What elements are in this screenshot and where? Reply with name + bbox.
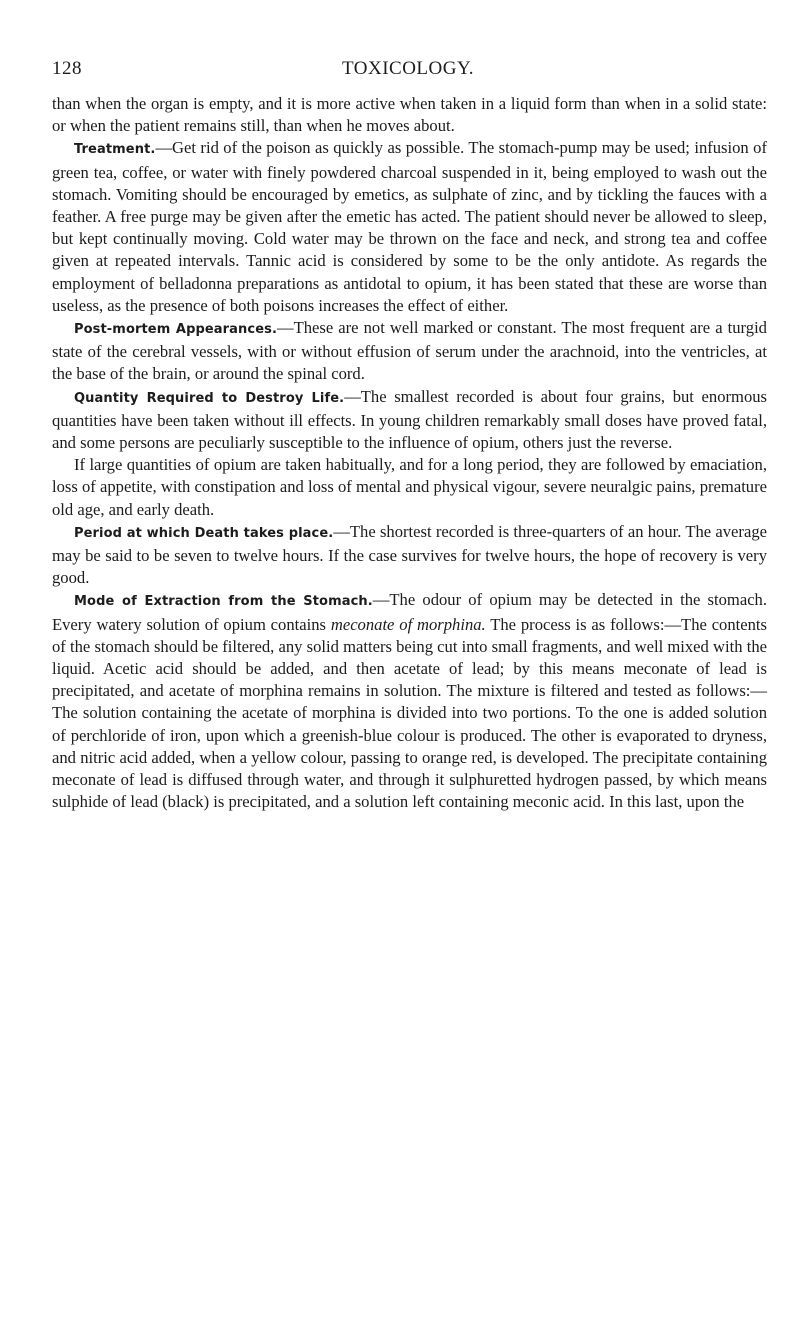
page-body [52, 93, 767, 814]
paragraph-post-mortem [52, 317, 767, 386]
paragraph-text: —These are not well marked or constant. The most frequent are a turgid state of the cerebral vessels, with or without effusion of serum under the arachnoid, into the ventricles, at the base of the brain, or around the spinal cord. [52, 318, 767, 384]
section-heading-period: Period at which Death takes place. [74, 525, 334, 541]
paragraph-text: than when the organ is empty, and it is more active when taken in a liquid form than when in a solid state: or when the patient remains still, than when he moves about. [52, 94, 767, 136]
page-header [52, 58, 767, 84]
running-title: TOXICOLOGY. [342, 58, 474, 79]
section-heading-extraction: Mode of Extraction from the Stomach. [74, 594, 373, 610]
paragraph-extraction [52, 589, 767, 813]
paragraph-text: —The odour of opium may be detected in the stomach. Every watery solution of opium contains [52, 590, 767, 634]
paragraph-text: —The smallest recorded is about four grains, but enormous quantities have been taken without ill effects. In young children remarkably small doses have proved fatal, and some persons are peculiarly susceptible to the influence of opium, others just the reverse. [52, 386, 767, 453]
paragraph-text: The process is as follows:—The contents of the stomach should be filtered, any solid matters being cut into small fragments, and well mixed with the liquid. Acetic acid should be added, and then acetate of lead; by this means meconate of lead is precipitated, and acetate of morphina remains in solution. The mixture is filtered and tested as follows:—The solution containing the acetate of morphina is divided into two portions. To the one is added solution of perchloride of iron, upon which a greenish-blue colour is produced. The other is evaporated to dryness, and nitric acid added, when a yellow colour, passing to orange red, is developed. The precipitate containing meconate of lead is diffused through water, and through it sulphuretted hydrogen passed, by which means sulphide of lead (black) is precipitated, and a solution left containing meconic acid. In this last, upon the [52, 614, 767, 812]
paragraph-continuation [52, 93, 767, 137]
page-number: 128 [52, 58, 82, 79]
section-heading-treatment: Treatment. [74, 142, 156, 158]
paragraph-text: If large quantities of opium are taken habitually, and for a long period, they are followed by emaciation, loss of appetite, with constipation and loss of mental and physical vigour, severe neuralgic pains, premature old age, and early death. [52, 455, 767, 519]
paragraph-period [52, 521, 767, 590]
paragraph-treatment [52, 137, 767, 317]
section-heading-quantity: Quantity Required to Destroy Life. [74, 390, 345, 406]
paragraph-habitual-use [52, 454, 767, 521]
paragraph-text: —Get rid of the poison as quickly as possible. The stomach-pump may be used; infusion of green tea, coffee, or water with finely powdered charcoal suspended in it, being employed to wash out the stomach. Vomiting should be encouraged by emetics, as sulphate of zinc, and by tickling the fauces with a feather. A free purge may be given after the emetic has acted. The patient should never be allowed to sleep, but kept continually moving. Cold water may be thrown on the face and neck, and strong tea and coffee given at repeated intervals. Tannic acid is considered by some to be the only antidote. As regards the employment of belladonna preparations as antidotal to opium, it has been stated that these are worse than useless, as the presence of both poisons increases the effect of either. [52, 138, 767, 315]
paragraph-quantity [52, 386, 767, 455]
paragraph-text: —The shortest recorded is three-quarters of an hour. The average may be said to be seven to twelve hours. If the case survives for twelve hours, the hope of recovery is very good. [52, 521, 767, 588]
section-heading-post-mortem: Post-mortem Appearances. [74, 322, 278, 338]
italic-term: meconate of morphina. [330, 614, 486, 634]
